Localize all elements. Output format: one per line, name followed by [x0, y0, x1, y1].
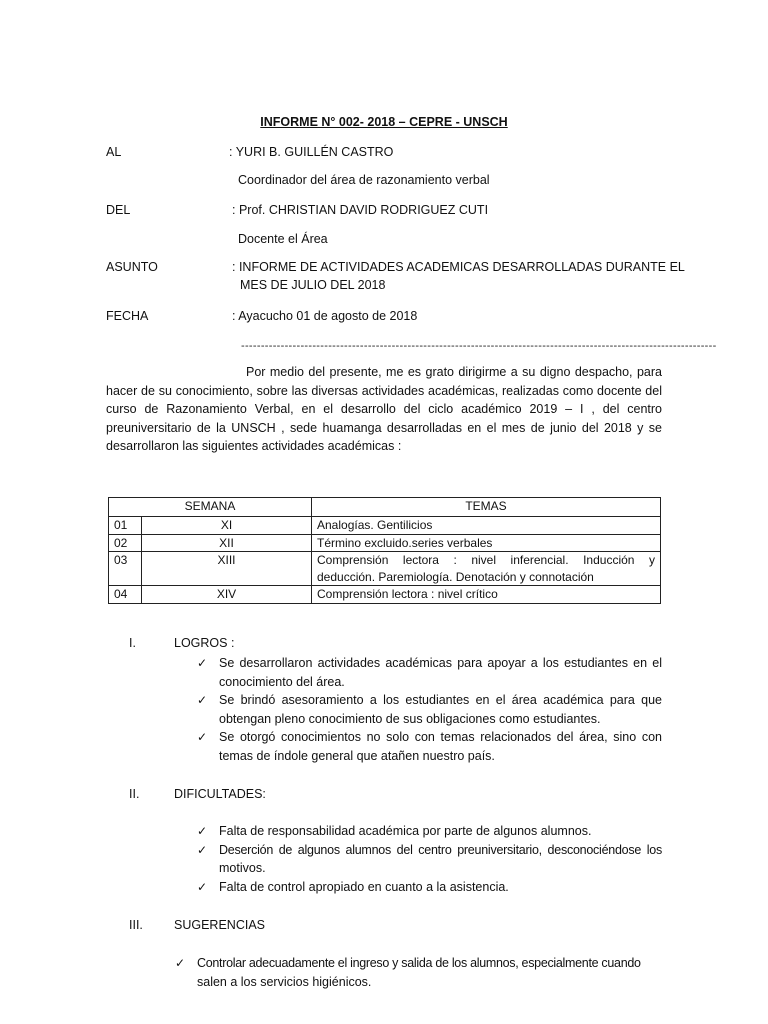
checkmark-icon: ✓	[197, 824, 208, 838]
checkmark-icon: ✓	[197, 693, 208, 707]
list-item	[197, 691, 662, 728]
report-title: INFORME N° 002- 2018 – CEPRE - UNSCH	[260, 115, 508, 129]
list-item-line-1: Falta de control apropiado en cuanto a la asistencia.	[219, 879, 509, 894]
checkmark-icon: ✓	[175, 956, 186, 970]
list-item	[197, 878, 662, 897]
row-week: XI	[142, 517, 312, 535]
list-item	[197, 841, 662, 878]
section-number-logros: I.	[129, 636, 136, 650]
section-title-sugerencias: SUGERENCIAS	[174, 918, 265, 932]
row-week: XIII	[142, 552, 312, 586]
table-row	[109, 586, 661, 604]
topics-table	[108, 497, 661, 604]
row-number: 02	[109, 534, 142, 552]
checkmark-icon: ✓	[197, 730, 208, 744]
al-value: : YURI B. GUILLÉN CASTRO	[229, 145, 394, 159]
list-item-line-2: motivos.	[219, 861, 266, 875]
dificultades-list	[197, 822, 662, 896]
al-role: Coordinador del área de razonamiento verbal	[238, 173, 490, 187]
checkmark-icon: ✓	[197, 656, 208, 670]
section-number-dificultades: II.	[129, 787, 140, 801]
list-item	[197, 654, 662, 691]
asunto-label: ASUNTO	[106, 260, 158, 274]
list-item	[197, 728, 662, 765]
del-label: DEL	[106, 203, 131, 217]
checkmark-icon: ✓	[197, 879, 208, 894]
row-week: XIV	[142, 586, 312, 604]
checkmark-icon: ✓	[197, 842, 208, 857]
fecha-label: FECHA	[106, 309, 149, 323]
row-number: 04	[109, 586, 142, 604]
list-item-line-2: conocimiento del área.	[219, 674, 345, 689]
table-header-row	[109, 498, 661, 517]
section-number-sugerencias: III.	[129, 918, 143, 932]
del-role: Docente el Área	[238, 232, 328, 246]
row-topic: Analogías. Gentilicios	[312, 517, 661, 535]
table-row	[109, 534, 661, 552]
separator-line: ------------------------------------------------------------------------------------------------------------------------	[241, 340, 717, 352]
list-item-line-2: salen a los servicios higiénicos.	[197, 974, 372, 989]
row-number: 01	[109, 517, 142, 535]
row-number: 03	[109, 552, 142, 586]
list-item	[197, 822, 662, 841]
row-topic: Término excluido.series verbales	[312, 534, 661, 552]
row-topic	[312, 552, 661, 586]
semana-header: SEMANA	[109, 498, 312, 517]
intro-text: Por medio del presente, me es grato dirigirme a su digno despacho, para hacer de su conocimiento, sobre las diversas actividades académicas, realizadas como docente del curso de Razonamiento Verbal, en el desarrollo del ciclo académico 2019 – I , del centro preuniversitario de la UNSCH , sede huamanga desarrolladas en el mes de junio del 2018 y se desarrollaron las siguientes actividades académicas :	[106, 365, 662, 453]
row-topic-line-2: deducción. Paremiología. Denotación y connotación	[317, 569, 594, 584]
al-label: AL	[106, 145, 122, 159]
section-title-dificultades: DIFICULTADES:	[174, 787, 266, 801]
temas-header: TEMAS	[312, 498, 661, 517]
del-value: : Prof. CHRISTIAN DAVID RODRIGUEZ CUTI	[232, 203, 489, 217]
list-item-line-2: temas de índole general que atañen nuestro país.	[219, 748, 495, 763]
row-topic: Comprensión lectora : nivel crítico	[312, 586, 661, 604]
list-item-line-1: Se otorgó conocimientos no solo con temas relacionados del área, sino con	[219, 730, 662, 744]
list-item	[175, 954, 662, 991]
list-item-line-2: obtengan pleno conocimiento de sus obligaciones como estudiantes.	[219, 711, 601, 726]
asunto-line-2: MES DE JULIO DEL 2018	[240, 278, 386, 292]
list-item-line-1: Se brindó asesoramiento a los estudiantes en el área académica para que	[219, 693, 662, 707]
asunto-line-1: : INFORME DE ACTIVIDADES ACADEMICAS DESARROLLADAS DURANTE EL	[232, 260, 685, 274]
row-topic-line-1: Comprensión lectora : nivel inferencial. Inducción y	[317, 553, 655, 567]
logros-list	[197, 654, 662, 765]
table-row	[109, 517, 661, 535]
list-item-line-1: Controlar adecuadamente el ingreso y salida de los alumnos, especialmente cuando	[197, 956, 641, 970]
list-item-line-1: Se desarrollaron actividades académicas para apoyar a los estudiantes en el	[219, 656, 662, 670]
row-week: XII	[142, 534, 312, 552]
sugerencias-list	[175, 954, 662, 991]
table-row	[109, 552, 661, 586]
list-item-line-1: Falta de responsabilidad académica por parte de algunos alumnos.	[219, 824, 592, 838]
intro-paragraph	[106, 363, 662, 456]
section-title-logros: LOGROS :	[174, 636, 235, 650]
list-item-line-1: Deserción de algunos alumnos del centro preuniversitario, desconociéndose los	[219, 842, 662, 857]
fecha-value: : Ayacucho 01 de agosto de 2018	[232, 309, 418, 323]
